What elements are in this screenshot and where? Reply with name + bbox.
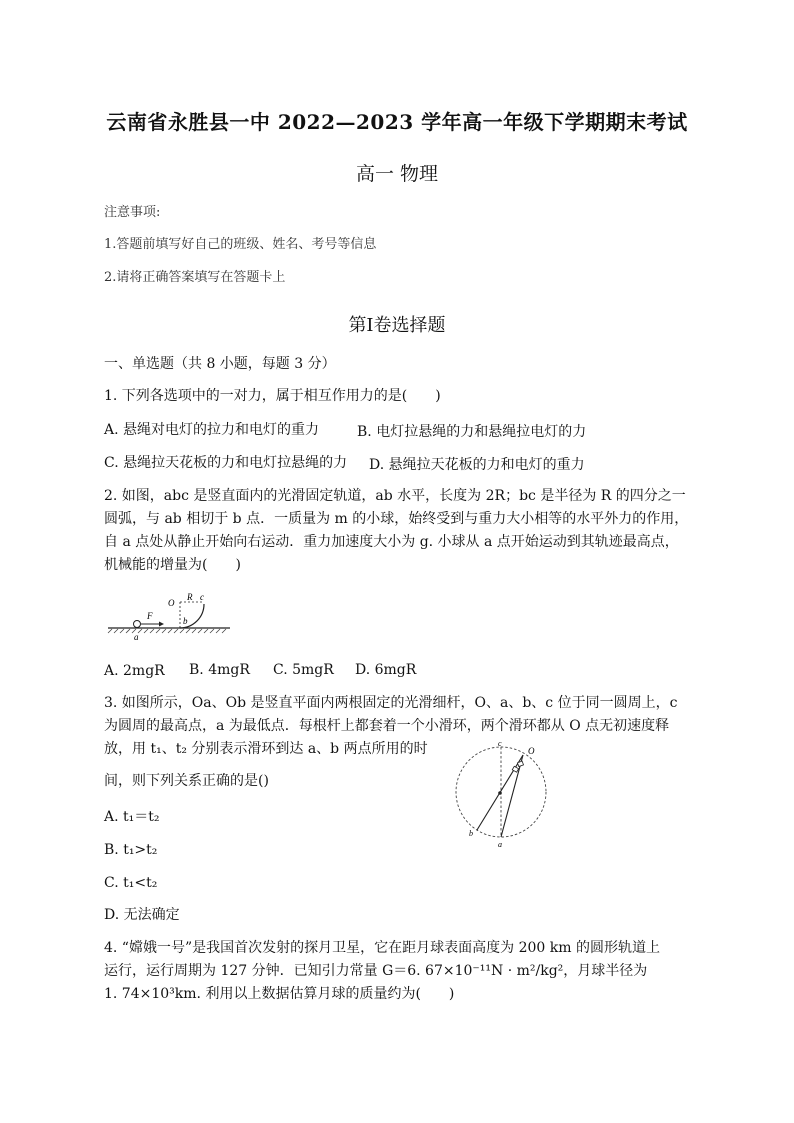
q2-line-1: 2. 如图，abc 是竖直面内的光滑固定轨道，ab 水平，长度为 2R；bc 是半径为 R 的四分之一 — [104, 488, 686, 504]
q2-track-figure — [104, 592, 236, 644]
q1-option-d: D. 悬绳拉天花板的力和电灯的重力 — [369, 457, 585, 473]
q3-label-a: a — [498, 840, 502, 849]
q1-option-a: A. 悬绳对电灯的拉力和电灯的重力 — [104, 422, 320, 438]
q2-line-2: 圆弧，与 ab 相切于 b 点．一质量为 m 的小球，始终受到与重力大小相等的水平外力的作用， — [104, 511, 689, 527]
section-title: 第Ⅰ卷选择题 — [348, 315, 446, 336]
q1-stem: 1. 下列各选项中的一对力，属于相互作用力的是( ) — [104, 388, 441, 404]
notes-item-2: 2.请将正确答案填写在答题卡上 — [104, 270, 286, 285]
q2-label-O: O — [168, 598, 175, 608]
q2-option-d: D. 6mgR — [355, 662, 417, 678]
q1-option-c: C. 悬绳拉天花板的力和电灯拉悬绳的力 — [104, 455, 348, 471]
q2-line-4: 机械能的增量为( ) — [104, 557, 241, 573]
exam-title: 云南省永胜县一中 2022—2023 学年高一年级下学期期末考试 — [106, 110, 688, 134]
q3-circle-figure — [450, 737, 554, 849]
q3-option-a: A. t₁＝t₂ — [104, 809, 160, 825]
q3-label-O: O — [528, 746, 535, 756]
q3-option-b: B. t₁>t₂ — [104, 842, 158, 858]
q2-option-c: C. 5mgR — [273, 662, 334, 678]
q4-line-3: 1. 74×10³km. 利用以上数据估算月球的质量约为( ) — [104, 986, 455, 1002]
q2-option-b: B. 4mgR — [189, 662, 250, 678]
q3-line-4: 间，则下列关系正确的是() — [104, 773, 269, 789]
q2-label-c: c — [200, 592, 204, 602]
q3-line-2: 为圆周的最高点，a 为最低点．每根杆上都套着一个小滑环，两个滑环都从 O 点无初速度释 — [104, 718, 670, 734]
q2-label-b: b — [183, 616, 188, 626]
q2-label-F: F — [147, 611, 153, 621]
part-heading: 一、单选题（共 8 小题，每题 3 分） — [104, 356, 336, 372]
notes-heading: 注意事项: — [104, 205, 161, 220]
q2-line-3: 自 a 点处从静止开始向右运动．重力加速度大小为 g. 小球从 a 点开始运动到其轨迹最高点， — [104, 534, 679, 550]
q3-line-3: 放，用 t₁、t₂ 分别表示滑环到达 a、b 两点所用的时 — [104, 741, 428, 757]
q2-label-a: a — [134, 632, 139, 642]
q1-option-b: B. 电灯拉悬绳的力和悬绳拉电灯的力 — [357, 424, 587, 440]
q3-option-d: D. 无法确定 — [104, 907, 180, 923]
exam-subtitle: 高一 物理 — [355, 163, 439, 185]
q4-line-1: 4. “嫦娥一号”是我国首次发射的探月卫星，它在距月球表面高度为 200 km 的圆形轨道上 — [104, 940, 660, 956]
q4-line-2: 运行，运行周期为 127 分钟．已知引力常量 G＝6. 67×10⁻¹¹N · m²/kg²，月球半径为 — [104, 963, 648, 979]
q3-line-1: 3. 如图所示，Oa、Ob 是竖直平面内两根固定的光滑细杆，O、a、b、c 位于同一圆周上，c — [104, 695, 678, 711]
q3-label-b: b — [469, 829, 473, 838]
q3-label-c: c — [498, 739, 502, 748]
q3-option-c: C. t₁<t₂ — [104, 875, 158, 891]
notes-item-1: 1.答题前填写好自己的班级、姓名、考号等信息 — [104, 237, 377, 252]
q2-option-a: A. 2mgR — [104, 663, 165, 679]
q2-label-R: R — [187, 592, 193, 602]
